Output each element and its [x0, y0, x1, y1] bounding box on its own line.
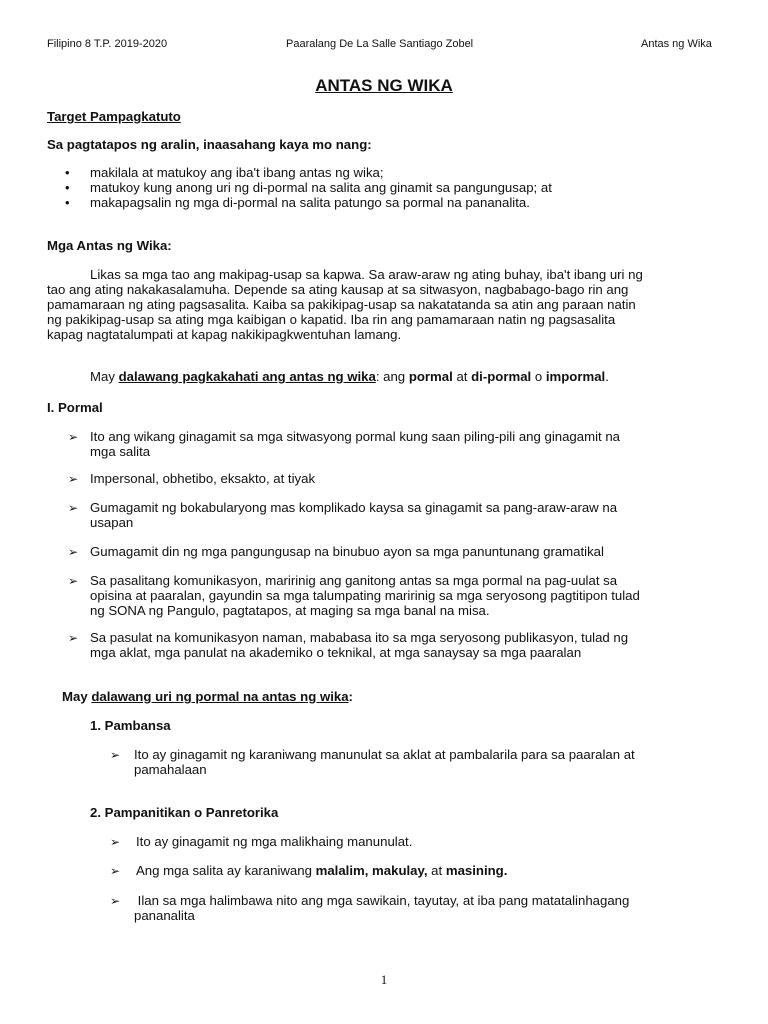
bullet-dot: • [65, 165, 70, 180]
pormal-item-line: mga aklat, mga panulat na akademiko o teknikal, at mga sanaysay sa mga paaralan [90, 645, 582, 660]
paragraph-line: ng pakikipag-usap sa ating mga kaibigan o kapatid. Iba rin ang pamamaraan natin ng pagsasalita [47, 312, 616, 327]
paragraph-line: Likas sa mga tao ang makipag-usap sa kapwa. Sa araw-araw ng ating buhay, iba't ibang uri ng [90, 267, 643, 282]
pormal-item-line: Sa pasalitang komunikasyon, maririnig ang ganitong antas sa mga pormal na pag-uulat sa [90, 573, 618, 588]
paragraph-line: pamamaraan ng ating pagsasalita. Kaiba sa pakikipag-usap sa nakatatanda sa atin ang paraan natin [47, 297, 636, 312]
arrow-bullet-icon: ➢ [110, 835, 121, 849]
pampanitikan-item-line: pananalita [134, 908, 195, 923]
pampanitikan-item-line: Ilan sa mga halimbawa nito ang mga sawikain, tayutay, at iba pang matatalinhagang [134, 893, 630, 908]
target-bullet: matukoy kung anong uri ng di-pormal na salita ang ginamit sa pangungusap; at [90, 180, 552, 195]
dalawang-pagkakahati-line: May dalawang pagkakahati ang antas ng wika: ang pormal at di-pormal o impormal. [90, 369, 609, 384]
header-left: Filipino 8 T.P. 2019-2020 [47, 38, 168, 50]
target-heading: Target Pampagkatuto [47, 109, 181, 124]
bullet-dot: • [65, 180, 70, 195]
pampanitikan-heading: 2. Pampanitikan o Panretorika [90, 805, 279, 820]
arrow-bullet-icon: ➢ [68, 545, 79, 559]
pampanitikan-item-line: Ang mga salita ay karaniwang malalim, makulay, at masining. [136, 863, 508, 878]
uri-heading: May dalawang uri ng pormal na antas ng wika: [62, 689, 353, 704]
target-bullet: makilala at matukoy ang iba't ibang antas ng wika; [90, 165, 384, 180]
pormal-item-line: mga salita [90, 444, 151, 459]
pampanitikan-item-line: Ito ay ginagamit ng mga malikhaing manunulat. [136, 834, 413, 849]
arrow-bullet-icon: ➢ [68, 472, 79, 486]
mga-antas-heading: Mga Antas ng Wika: [47, 238, 172, 253]
bullet-dot: • [65, 195, 70, 210]
page-number: 1 [380, 972, 388, 987]
arrow-bullet-icon: ➢ [110, 894, 121, 908]
pormal-item-line: ng SONA ng Pangulo, pagtatapos, at maging sa mga banal na misa. [90, 603, 490, 618]
pormal-item-line: Ito ang wikang ginagamit sa mga sitwasyong pormal kung saan piling-pili ang ginagamit na [90, 429, 621, 444]
pambansa-item-line: pamahalaan [134, 762, 207, 777]
pormal-item-line: Impersonal, obhetibo, eksakto, at tiyak [90, 471, 316, 486]
arrow-bullet-icon: ➢ [110, 864, 121, 878]
arrow-bullet-icon: ➢ [68, 574, 79, 588]
arrow-bullet-icon: ➢ [68, 430, 79, 444]
pambansa-item-line: Ito ay ginagamit ng karaniwang manunulat sa aklat at pambalarila para sa paaralan at [134, 747, 635, 762]
paragraph-line: kapag nagtatalumpati at kapag nakikipagkwentuhan lamang. [47, 327, 402, 342]
paragraph-line: tao ang ating nakakasalamuha. Depende sa ating kausap at sa sitwasyon, nagbabago-bago rin ang [47, 282, 629, 297]
pormal-item-line: Gumagamit ng bokabularyong mas komplikado kaysa sa ginagamit sa pang-araw-araw na [90, 500, 618, 515]
header-center: Paaralang De La Salle Santiago Zobel [286, 38, 474, 50]
pormal-heading: I. Pormal [47, 400, 103, 415]
pormal-item-line: opisina at paaralan, gayundin sa mga talumpating maririnig sa mga seryosong pagtitipon tulad [90, 588, 640, 603]
target-intro: Sa pagtatapos ng aralin, inaasahang kaya mo nang: [47, 137, 372, 152]
arrow-bullet-icon: ➢ [110, 748, 121, 762]
target-bullet: makapagsalin ng mga di-pormal na salita patungo sa pormal na pananalita. [90, 195, 530, 210]
arrow-bullet-icon: ➢ [68, 501, 79, 515]
pambansa-heading: 1. Pambansa [90, 718, 171, 733]
pormal-item-line: usapan [90, 515, 134, 530]
pormal-item-line: Gumagamit din ng mga pangungusap na binubuo ayon sa mga panuntunang gramatikal [90, 544, 604, 559]
arrow-bullet-icon: ➢ [68, 631, 79, 645]
page-title: ANTAS NG WIKA [315, 76, 453, 95]
header-right: Antas ng Wika [641, 38, 712, 50]
pormal-item-line: Sa pasulat na komunikasyon naman, mababasa ito sa mga seryosong publikasyon, tulad ng [90, 630, 629, 645]
